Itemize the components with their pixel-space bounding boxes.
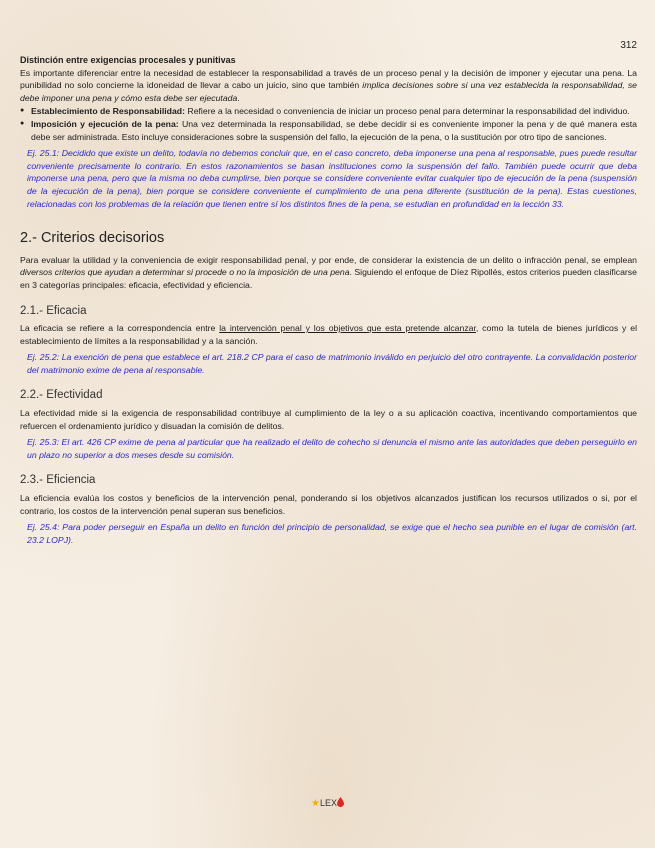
section-2-paragraph (20, 254, 637, 292)
section-2-text-a: Para evaluar la utilidad y la conveniencia de exigir responsabilidad penal, y por ende, de considerar la existencia de un delito o infracción penal, se emplean (20, 254, 637, 265)
bullet-text: Refiere a la necesidad o conveniencia de iniciar un proceso penal para determinar la responsabilidad del individuo. (185, 106, 630, 117)
section-2-2-paragraph: La efectividad mide si la exigencia de responsabilidad contribuye al cumplimiento de la ley o a su aplicación coactiva, incentivando comportamientos que refuercen el ordenamiento jurídico y disuadan la comisión de delitos. (20, 408, 637, 431)
bullet-term: Establecimiento de Responsabilidad: (31, 106, 185, 117)
intro-text-a: Es importante diferenciar entre la necesidad de establecer la responsabilidad a través de un proceso penal y la decisión de imponer y ejecutar una pena. La punibilidad no solo concierne la idoneidad de llevar a cabo un juicio, sino que también (20, 67, 637, 91)
star-icon: ★ (311, 798, 320, 809)
section-2-1-paragraph (20, 322, 637, 347)
page-number: 312 (620, 40, 637, 51)
section-2-title: 2.- Criterios decisorios (20, 230, 165, 247)
intro-text-italic: implica decisiones sobre si una vez establecida la responsabilidad, se debe imponer una pena y cómo esta debe ser ejecutada (20, 80, 637, 103)
section-2-1-text-a: La eficacia se refiere a la correspondencia entre (20, 323, 220, 334)
bullet-item (31, 105, 637, 118)
section-2-3-title: 2.3.- Eficiencia (20, 474, 96, 487)
section-2-1-title: 2.1.- Eficacia (20, 304, 87, 317)
brand-label: LEX (319, 798, 337, 808)
bullet-item (31, 118, 637, 143)
intro-bullet-list (20, 105, 637, 143)
example-25-1: Ej. 25.1: Decidido que existe un delito, todavía no debemos concluir que, en el caso concreto, deba imponerse una pena al responsable, pues puede resultar conveniente precisamente lo contrario. En estos razonamientos se basan instituciones como la suspensión del fallo. También puede ocurrir que deba imponerse una pena, pero que la misma no deba cumplirse, bien porque se considere conveniente evitar cualquier tipo de ejecución de la pena (suspensión de la ejecución de la pena), bien porque se considere conveniente el cumplimiento de una pena diferente (sustitución de la pena). Estas cuestiones, relacionadas con los problemas de la relación que tienen entre sí los distintos fines de la pena, se estudian en profundidad en la lección 33. (27, 148, 637, 209)
bullet-term: Imposición y ejecución de la pena: (31, 118, 179, 129)
footer-brand (0, 797, 655, 809)
section-2-1-text-underlined: la intervención penal y los objetivos que esta pretende alcanzar (219, 323, 476, 334)
intro-heading: Distinción entre exigencias procesales y punitivas (20, 55, 236, 65)
example-25-4: Ej. 25.4: Para poder perseguir en España un delito en función del principio de personalidad, se exige que el hecho sea punible en el lugar de comisión (art. 23.2 LOPJ). (27, 522, 637, 545)
intro-paragraph (20, 67, 637, 105)
example-25-3: Ej. 25.3: El art. 426 CP exime de pena al particular que ha realizado el delito de cohecho si denuncia el mismo ante las autoridades que deben perseguirlo en un plazo no superior a dos meses desde su comisión. (27, 437, 637, 460)
document-page (20, 22, 637, 546)
section-2-text-italic: diversos criterios que ayudan a determinar si procede o no la imposición de una pena (20, 267, 350, 278)
intro-text-c: . (237, 92, 240, 103)
example-25-2: Ej. 25.2: La exención de pena que establece el art. 218.2 CP para el caso de matrimonio inválido en perjuicio del otro contrayente. La convalidación posterior del matrimonio exime de pena al responsable. (27, 352, 637, 375)
bullet-text: Una vez determinada la responsabilidad, se debe decidir si es conveniente imponer la pena y de qué manera esta debe ser administrada. Esto incluye consideraciones sobre la suspensión del fallo, la ejecución de la pena, o la sustitución por otro tipo de sanciones. (31, 118, 637, 142)
section-2-1-text-c: , como la tutela de bienes jurídicos y el establecimiento de límites a la responsabilidad y a la sanción. (20, 323, 637, 346)
section-2-text-c: . Siguiendo el enfoque de Díez Ripollés, estos criterios pueden clasificarse en 3 categorías principales: eficacia, efectividad y eficiencia. (20, 267, 637, 290)
section-2-3-paragraph: La eficiencia evalúa los costos y beneficios de la intervención penal, ponderando si los objetivos alcanzados justifican los recursos utilizados o si, por el contrario, los costos de la intervención penal superan sus beneficios. (20, 493, 637, 516)
drop-icon (337, 797, 344, 809)
section-2-2-title: 2.2.- Efectividad (20, 389, 103, 402)
